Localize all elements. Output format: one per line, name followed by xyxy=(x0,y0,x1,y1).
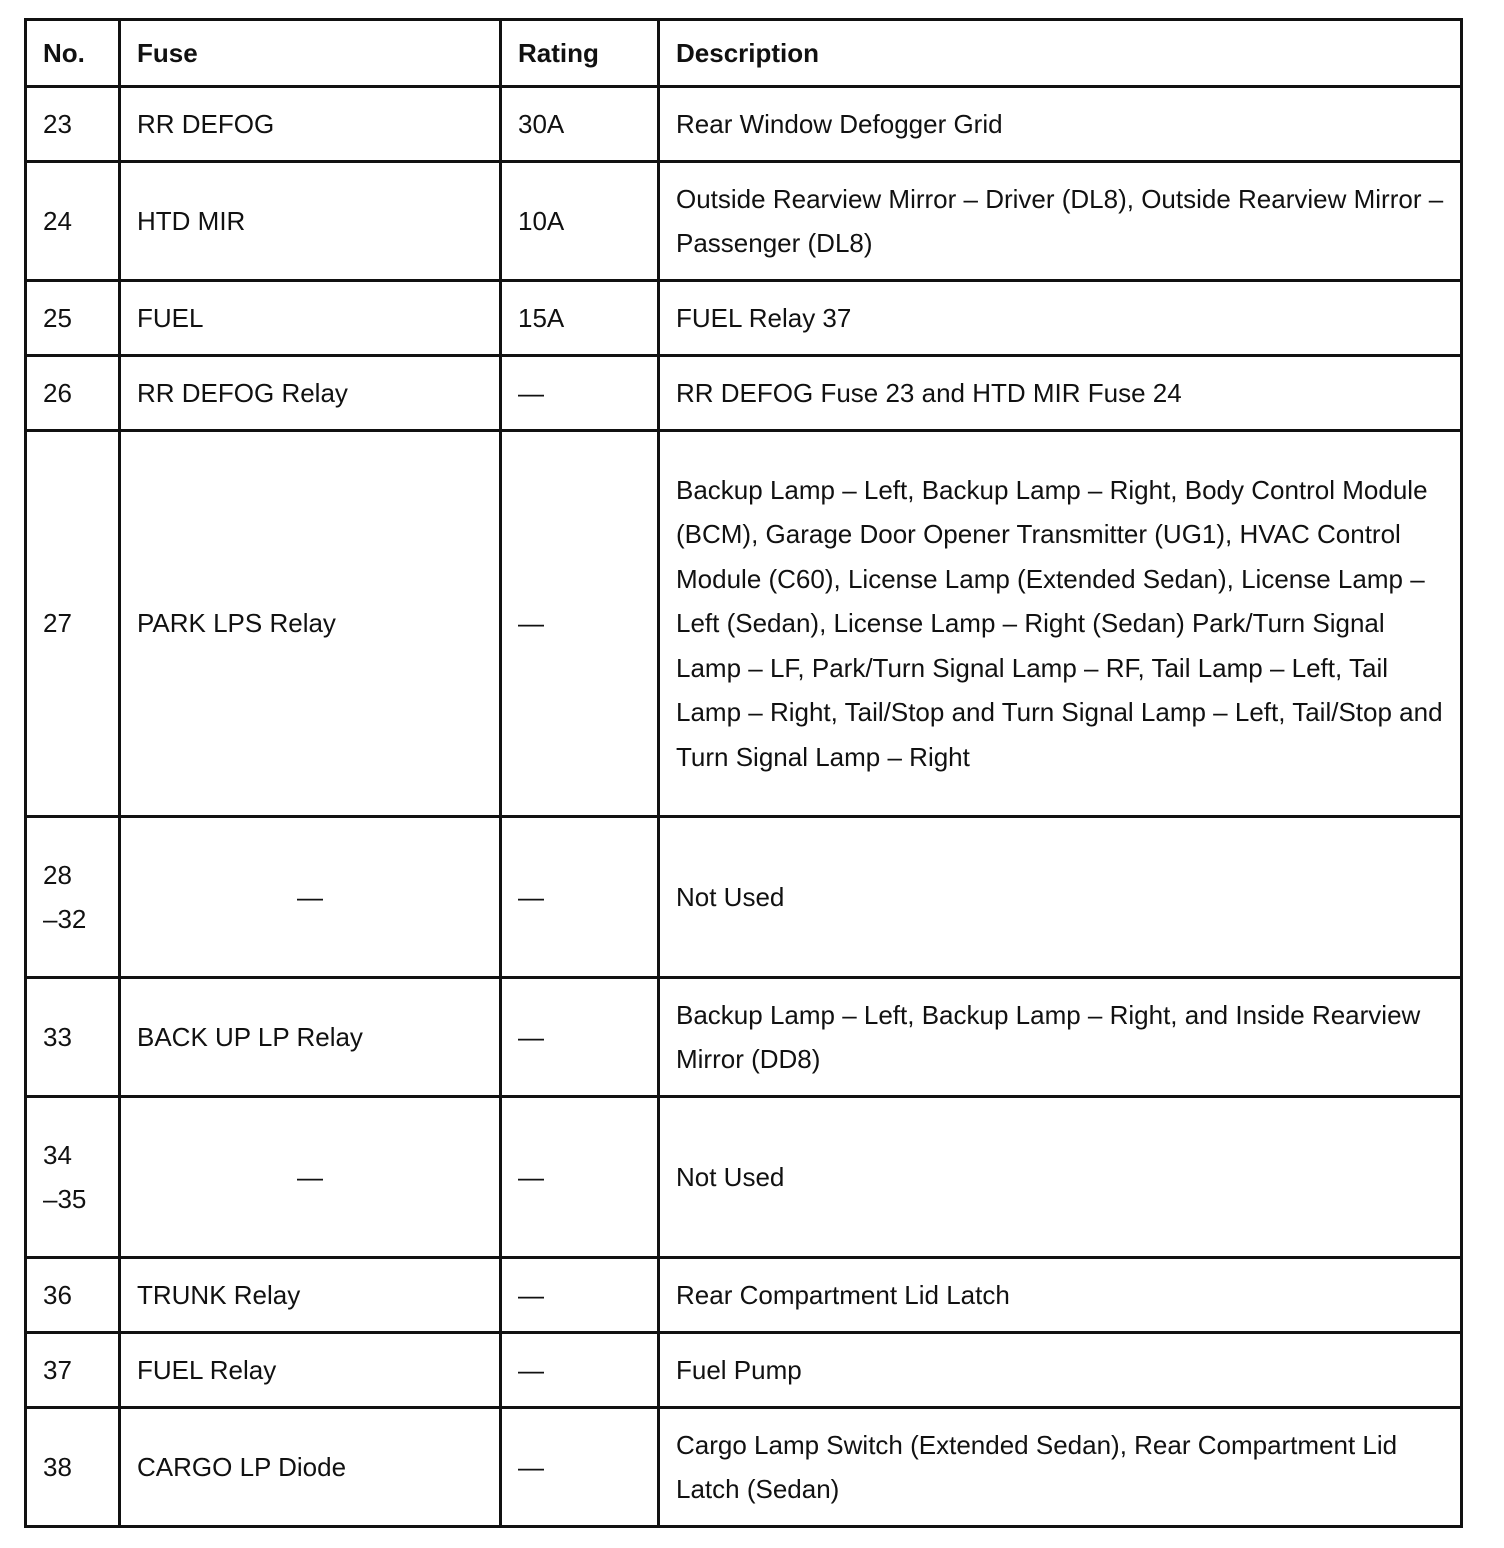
cell-description: Fuel Pump xyxy=(659,1333,1462,1408)
cell-rating: — xyxy=(501,1097,659,1258)
fuse-number: 25 xyxy=(43,302,72,333)
cell-no xyxy=(26,817,120,978)
table-row xyxy=(26,431,1462,817)
fuse-number: 28 xyxy=(43,859,72,890)
cell-rating: 30A xyxy=(501,87,659,162)
cell-no xyxy=(26,87,120,162)
table-row xyxy=(26,281,1462,356)
fuse-number: 24 xyxy=(43,205,72,236)
fuse-number: 37 xyxy=(43,1354,72,1385)
cell-no xyxy=(26,1333,120,1408)
cell-fuse: BACK UP LP Relay xyxy=(120,978,501,1097)
table-row xyxy=(26,817,1462,978)
cell-description: Rear Compartment Lid Latch xyxy=(659,1258,1462,1333)
header-row xyxy=(26,20,1462,87)
cell-rating: — xyxy=(501,356,659,431)
cell-fuse: — xyxy=(120,817,501,978)
table-row xyxy=(26,87,1462,162)
header-description: Description xyxy=(659,20,1462,87)
cell-description: Backup Lamp – Left, Backup Lamp – Right, and Inside Rearview Mirror (DD8) xyxy=(659,978,1462,1097)
fuse-table xyxy=(24,18,1463,1528)
cell-no xyxy=(26,281,120,356)
cell-description: Backup Lamp – Left, Backup Lamp – Right, Body Control Module (BCM), Garage Door Opener Transmitter (UG1), HVAC Control Module (C60), License Lamp (Extended Sedan), License Lamp – Left (Sedan), License Lamp – Right (Sedan) Park/Turn Signal Lamp – LF, Park/Turn Signal Lamp – RF, Tail Lamp – Left, Tail Lamp – Right, Tail/Stop and Turn Signal Lamp – Left, Tail/Stop and Turn Signal Lamp – Right xyxy=(659,431,1462,817)
table-row xyxy=(26,978,1462,1097)
cell-no xyxy=(26,1258,120,1333)
table-row xyxy=(26,1097,1462,1258)
fuse-number: 26 xyxy=(43,377,72,408)
cell-no xyxy=(26,162,120,281)
cell-no xyxy=(26,431,120,817)
table-body xyxy=(26,87,1462,1527)
cell-rating: 15A xyxy=(501,281,659,356)
cell-rating: — xyxy=(501,1333,659,1408)
cell-description: Outside Rearview Mirror – Driver (DL8), Outside Rearview Mirror – Passenger (DL8) xyxy=(659,162,1462,281)
cell-fuse: — xyxy=(120,1097,501,1258)
fuse-number: 33 xyxy=(43,1021,72,1052)
header-rating: Rating xyxy=(501,20,659,87)
cell-rating: — xyxy=(501,1408,659,1527)
cell-description: Not Used xyxy=(659,1097,1462,1258)
cell-fuse: RR DEFOG Relay xyxy=(120,356,501,431)
cell-fuse: PARK LPS Relay xyxy=(120,431,501,817)
fuse-number: 36 xyxy=(43,1279,72,1310)
fuse-number-range-end: –32 xyxy=(43,904,87,934)
cell-fuse: CARGO LP Diode xyxy=(120,1408,501,1527)
table-row xyxy=(26,1408,1462,1527)
table-header xyxy=(26,20,1462,87)
table-row xyxy=(26,356,1462,431)
cell-fuse: FUEL Relay xyxy=(120,1333,501,1408)
header-fuse: Fuse xyxy=(120,20,501,87)
cell-no xyxy=(26,978,120,1097)
table-row xyxy=(26,1333,1462,1408)
fuse-number: 38 xyxy=(43,1451,72,1482)
cell-description: RR DEFOG Fuse 23 and HTD MIR Fuse 24 xyxy=(659,356,1462,431)
cell-fuse: HTD MIR xyxy=(120,162,501,281)
table-row xyxy=(26,162,1462,281)
fuse-number: 23 xyxy=(43,108,72,139)
cell-rating: — xyxy=(501,978,659,1097)
fuse-number: 27 xyxy=(43,608,72,639)
header-no: No. xyxy=(26,20,120,87)
cell-description: Rear Window Defogger Grid xyxy=(659,87,1462,162)
fuse-number-range-end: –35 xyxy=(43,1184,87,1214)
cell-description: Cargo Lamp Switch (Extended Sedan), Rear Compartment Lid Latch (Sedan) xyxy=(659,1408,1462,1527)
cell-no xyxy=(26,1408,120,1527)
cell-fuse: FUEL xyxy=(120,281,501,356)
fuse-number: 34 xyxy=(43,1139,72,1170)
cell-rating: 10A xyxy=(501,162,659,281)
cell-rating: — xyxy=(501,1258,659,1333)
cell-rating: — xyxy=(501,817,659,978)
cell-no xyxy=(26,1097,120,1258)
cell-no xyxy=(26,356,120,431)
table-row xyxy=(26,1258,1462,1333)
cell-description: FUEL Relay 37 xyxy=(659,281,1462,356)
cell-fuse: RR DEFOG xyxy=(120,87,501,162)
cell-fuse: TRUNK Relay xyxy=(120,1258,501,1333)
cell-rating: — xyxy=(501,431,659,817)
cell-description: Not Used xyxy=(659,817,1462,978)
